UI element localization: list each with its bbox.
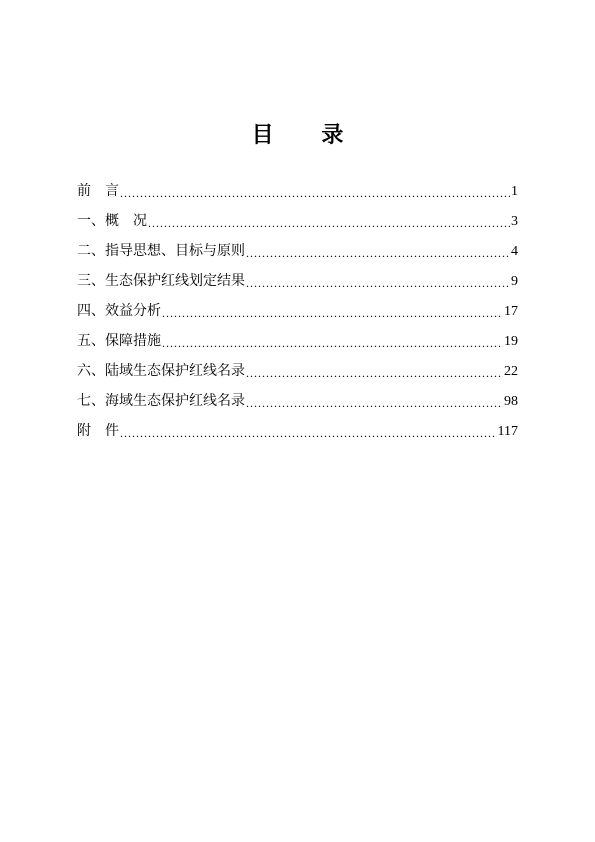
toc-dot-leader <box>120 427 497 439</box>
toc-entry-page: 9 <box>511 274 518 289</box>
toc-entry-page: 17 <box>504 304 518 319</box>
toc-entry[interactable] <box>77 274 518 289</box>
toc-entry-page: 117 <box>497 424 518 439</box>
toc-entry-label: 三、生态保护红线划定结果 <box>77 273 245 289</box>
toc-dot-leader <box>246 397 503 409</box>
toc-entry-label: 前 言 <box>77 183 119 199</box>
toc-entry-label: 六、陆域生态保护红线名录 <box>77 363 245 379</box>
toc-dot-leader <box>246 277 510 289</box>
toc-entry-page: 1 <box>511 184 518 199</box>
toc-entry[interactable] <box>77 244 518 259</box>
toc-dot-leader <box>246 367 503 379</box>
toc-entry[interactable] <box>77 394 518 409</box>
toc-entry-page: 22 <box>504 364 518 379</box>
toc-dot-leader <box>162 337 503 349</box>
toc-entry[interactable] <box>77 364 518 379</box>
toc-dot-leader <box>148 217 510 229</box>
toc-entry-label: 七、海域生态保护红线名录 <box>77 393 245 409</box>
toc-entry-label: 二、指导思想、目标与原则 <box>77 243 245 259</box>
toc-entry-label: 五、保障措施 <box>77 333 161 349</box>
toc-entry-page: 4 <box>511 244 518 259</box>
toc-entry-label: 附 件 <box>77 423 119 439</box>
toc-entry[interactable] <box>77 424 518 439</box>
toc-dot-leader <box>246 247 510 259</box>
toc-entry-label: 四、效益分析 <box>77 303 161 319</box>
toc-entry-page: 3 <box>511 214 518 229</box>
toc-entry[interactable] <box>77 214 518 229</box>
toc-entry[interactable] <box>77 184 518 199</box>
toc-entry-page: 98 <box>504 394 518 409</box>
toc-dot-leader <box>120 187 510 199</box>
toc-dot-leader <box>162 307 503 319</box>
toc-list <box>77 184 518 454</box>
toc-entry-page: 19 <box>504 334 518 349</box>
toc-title: 目 录 <box>251 122 364 148</box>
toc-entry[interactable] <box>77 334 518 349</box>
toc-entry[interactable] <box>77 304 518 319</box>
toc-entry-label: 一、概 况 <box>77 213 147 229</box>
